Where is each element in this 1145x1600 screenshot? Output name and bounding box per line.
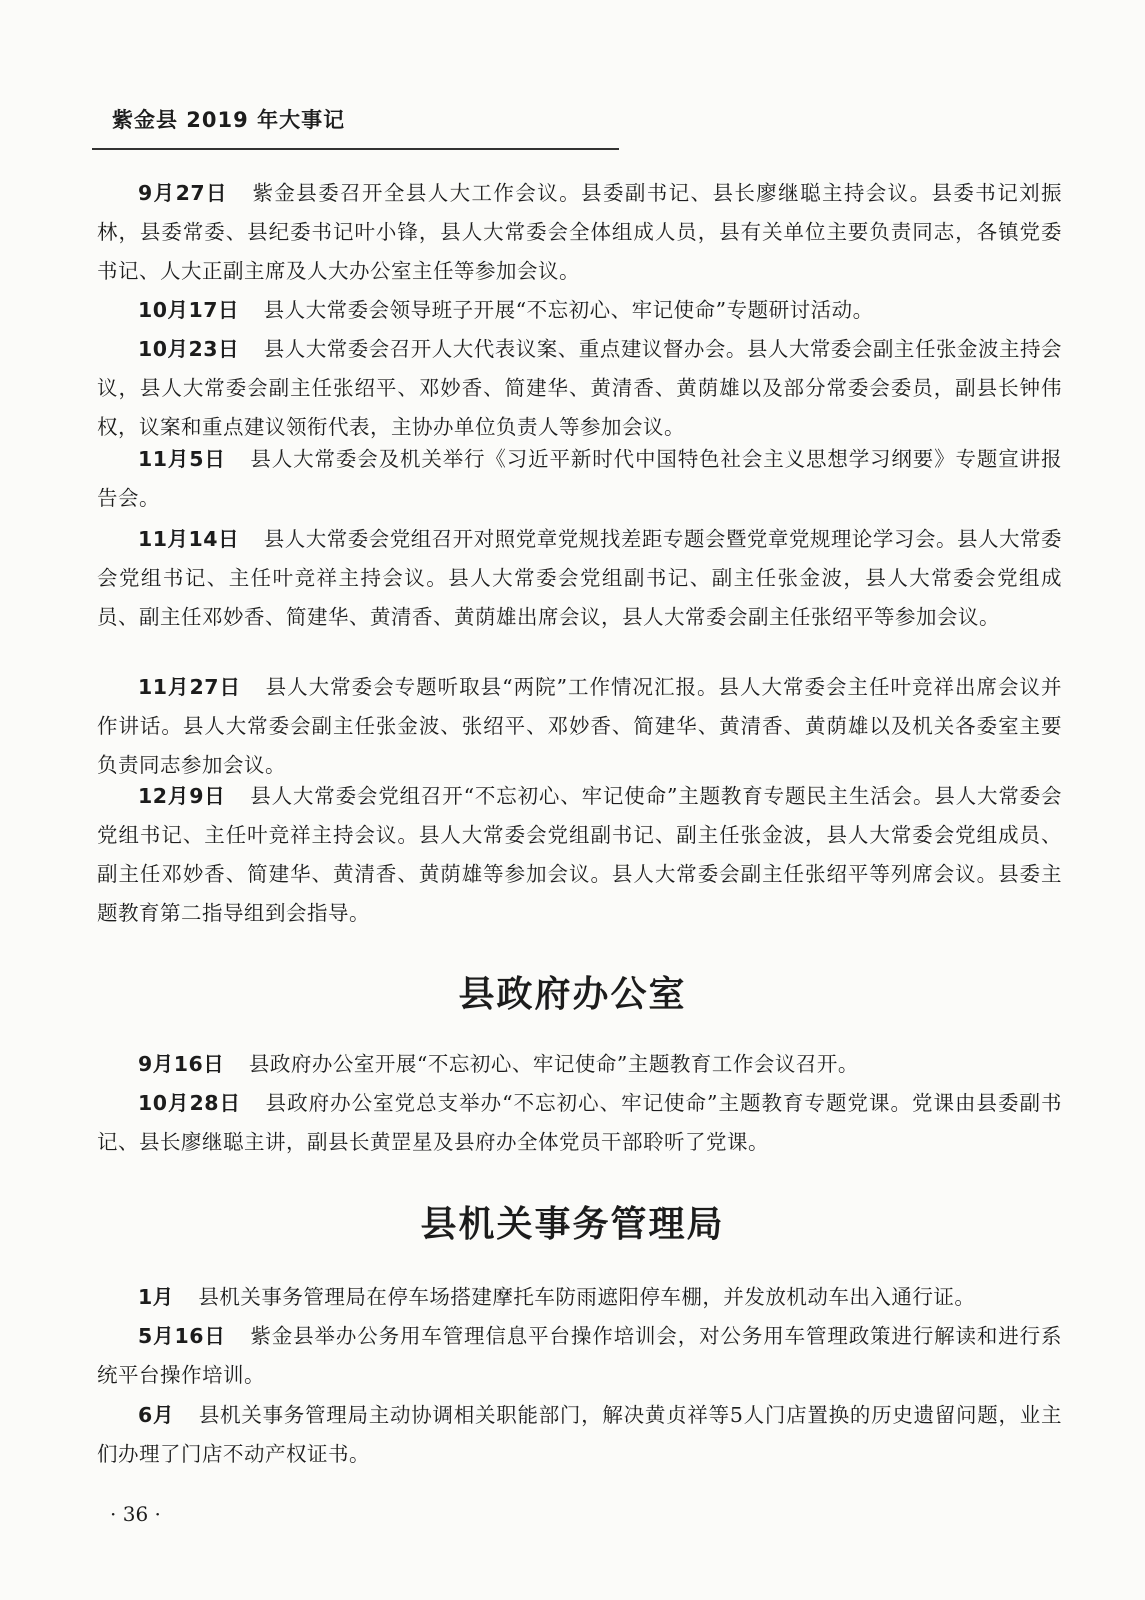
entry-date: 11月27日 [138,675,242,699]
entry-1028 [97,1084,1062,1162]
entry-1114 [97,520,1062,637]
entry-1127 [97,668,1062,785]
entry-text: 县机关事务管理局在停车场搭建摩托车防雨遮阳停车棚，并发放机动车出入通行证。 [198,1285,976,1309]
entry-text: 县人大常委会党组召开对照党章党规找差距专题会暨党章党规理论学习会。县人大常委会党组书记、主任叶竞祥主持会议。县人大常委会党组副书记、副主任张金波，县人大常委会党组成员、副主任邓妙香、简建华、黄清香、黄荫雄出席会议，县人大常委会副主任张绍平等参加会议。 [97,527,1062,629]
entry-date: 12月9日 [138,784,226,808]
entry-text: 县政府办公室党总支举办“不忘初心、牢记使命”主题教育专题党课。党课由县委副书记、县长廖继聪主讲，副县长黄罡星及县府办全体党员干部聆听了党课。 [97,1091,1062,1154]
entry-01 [97,1278,1062,1317]
section-title-county-government-office: 县政府办公室 [458,974,687,1015]
entry-date: 1月 [138,1285,174,1309]
entry-text: 县人大常委会领导班子开展“不忘初心、牢记使命”专题研讨活动。 [263,298,874,322]
header-rule [92,148,619,150]
entry-text: 县人大常委会及机关举行《习近平新时代中国特色社会主义思想学习纲要》专题宣讲报告会。 [97,447,1063,510]
entry-date: 10月28日 [138,1091,242,1115]
page-number: · 36 · [110,1502,161,1526]
entry-text: 紫金县委召开全县人大工作会议。县委副书记、县长廖继聪主持会议。县委书记刘振林，县委常委、县纪委书记叶小锋，县人大常委会全体组成人员，县有关单位主要负责同志，各镇党委书记、人大正副主席及人大办公室主任等参加会议。 [97,181,1062,283]
entry-date: 10月17日 [138,298,240,322]
entry-1017 [97,291,1062,330]
section-title-affairs-management-bureau: 县机关事务管理局 [420,1204,725,1245]
entry-text: 县人大常委会党组召开“不忘初心、牢记使命”主题教育专题民主生活会。县人大常委会党组书记、主任叶竞祥主持会议。县人大常委会党组副书记、副主任张金波，县人大常委会党组成员、副主任邓妙香、简建华、黄清香、黄荫雄等参加会议。县人大常委会副主任张绍平等列席会议。县委主题教育第二指导组到会指导。 [97,784,1062,925]
entry-date: 6月 [138,1403,175,1427]
entry-text: 县人大常委会专题听取县“两院”工作情况汇报。县人大常委会主任叶竞祥出席会议并作讲话。县人大常委会副主任张金波、张绍平、邓妙香、简建华、黄清香、黄荫雄以及机关各委室主要负责同志参加会议。 [97,675,1062,777]
entry-date: 11月14日 [138,527,240,551]
entry-1209 [97,777,1062,933]
entry-0916 [97,1045,1062,1084]
running-header: 紫金县 2019 年大事记 [112,108,346,132]
entry-text: 县人大常委会召开人大代表议案、重点建议督办会。县人大常委会副主任张金波主持会议，县人大常委会副主任张绍平、邓妙香、简建华、黄清香、黄荫雄以及部分常委会委员，副县长钟伟权，议案和重点建议领衔代表，主协办单位负责人等参加会议。 [97,337,1062,439]
entry-1023 [97,330,1062,447]
entry-text: 县机关事务管理局主动协调相关职能部门，解决黄贞祥等5人门店置换的历史遗留问题，业主们办理了门店不动产权证书。 [97,1403,1062,1466]
entry-0927 [97,174,1062,291]
entry-0516 [97,1317,1062,1395]
entry-06 [97,1396,1062,1474]
entry-date: 11月5日 [138,447,226,471]
entry-date: 9月27日 [138,181,228,205]
entry-date: 5月16日 [138,1324,226,1348]
entry-text: 县政府办公室开展“不忘初心、牢记使命”主题教育工作会议召开。 [248,1052,859,1076]
entry-date: 10月23日 [138,337,240,361]
entry-text: 紫金县举办公务用车管理信息平台操作培训会，对公务用车管理政策进行解读和进行系统平台操作培训。 [97,1324,1063,1387]
entry-1105 [97,440,1062,518]
entry-date: 9月16日 [138,1052,225,1076]
